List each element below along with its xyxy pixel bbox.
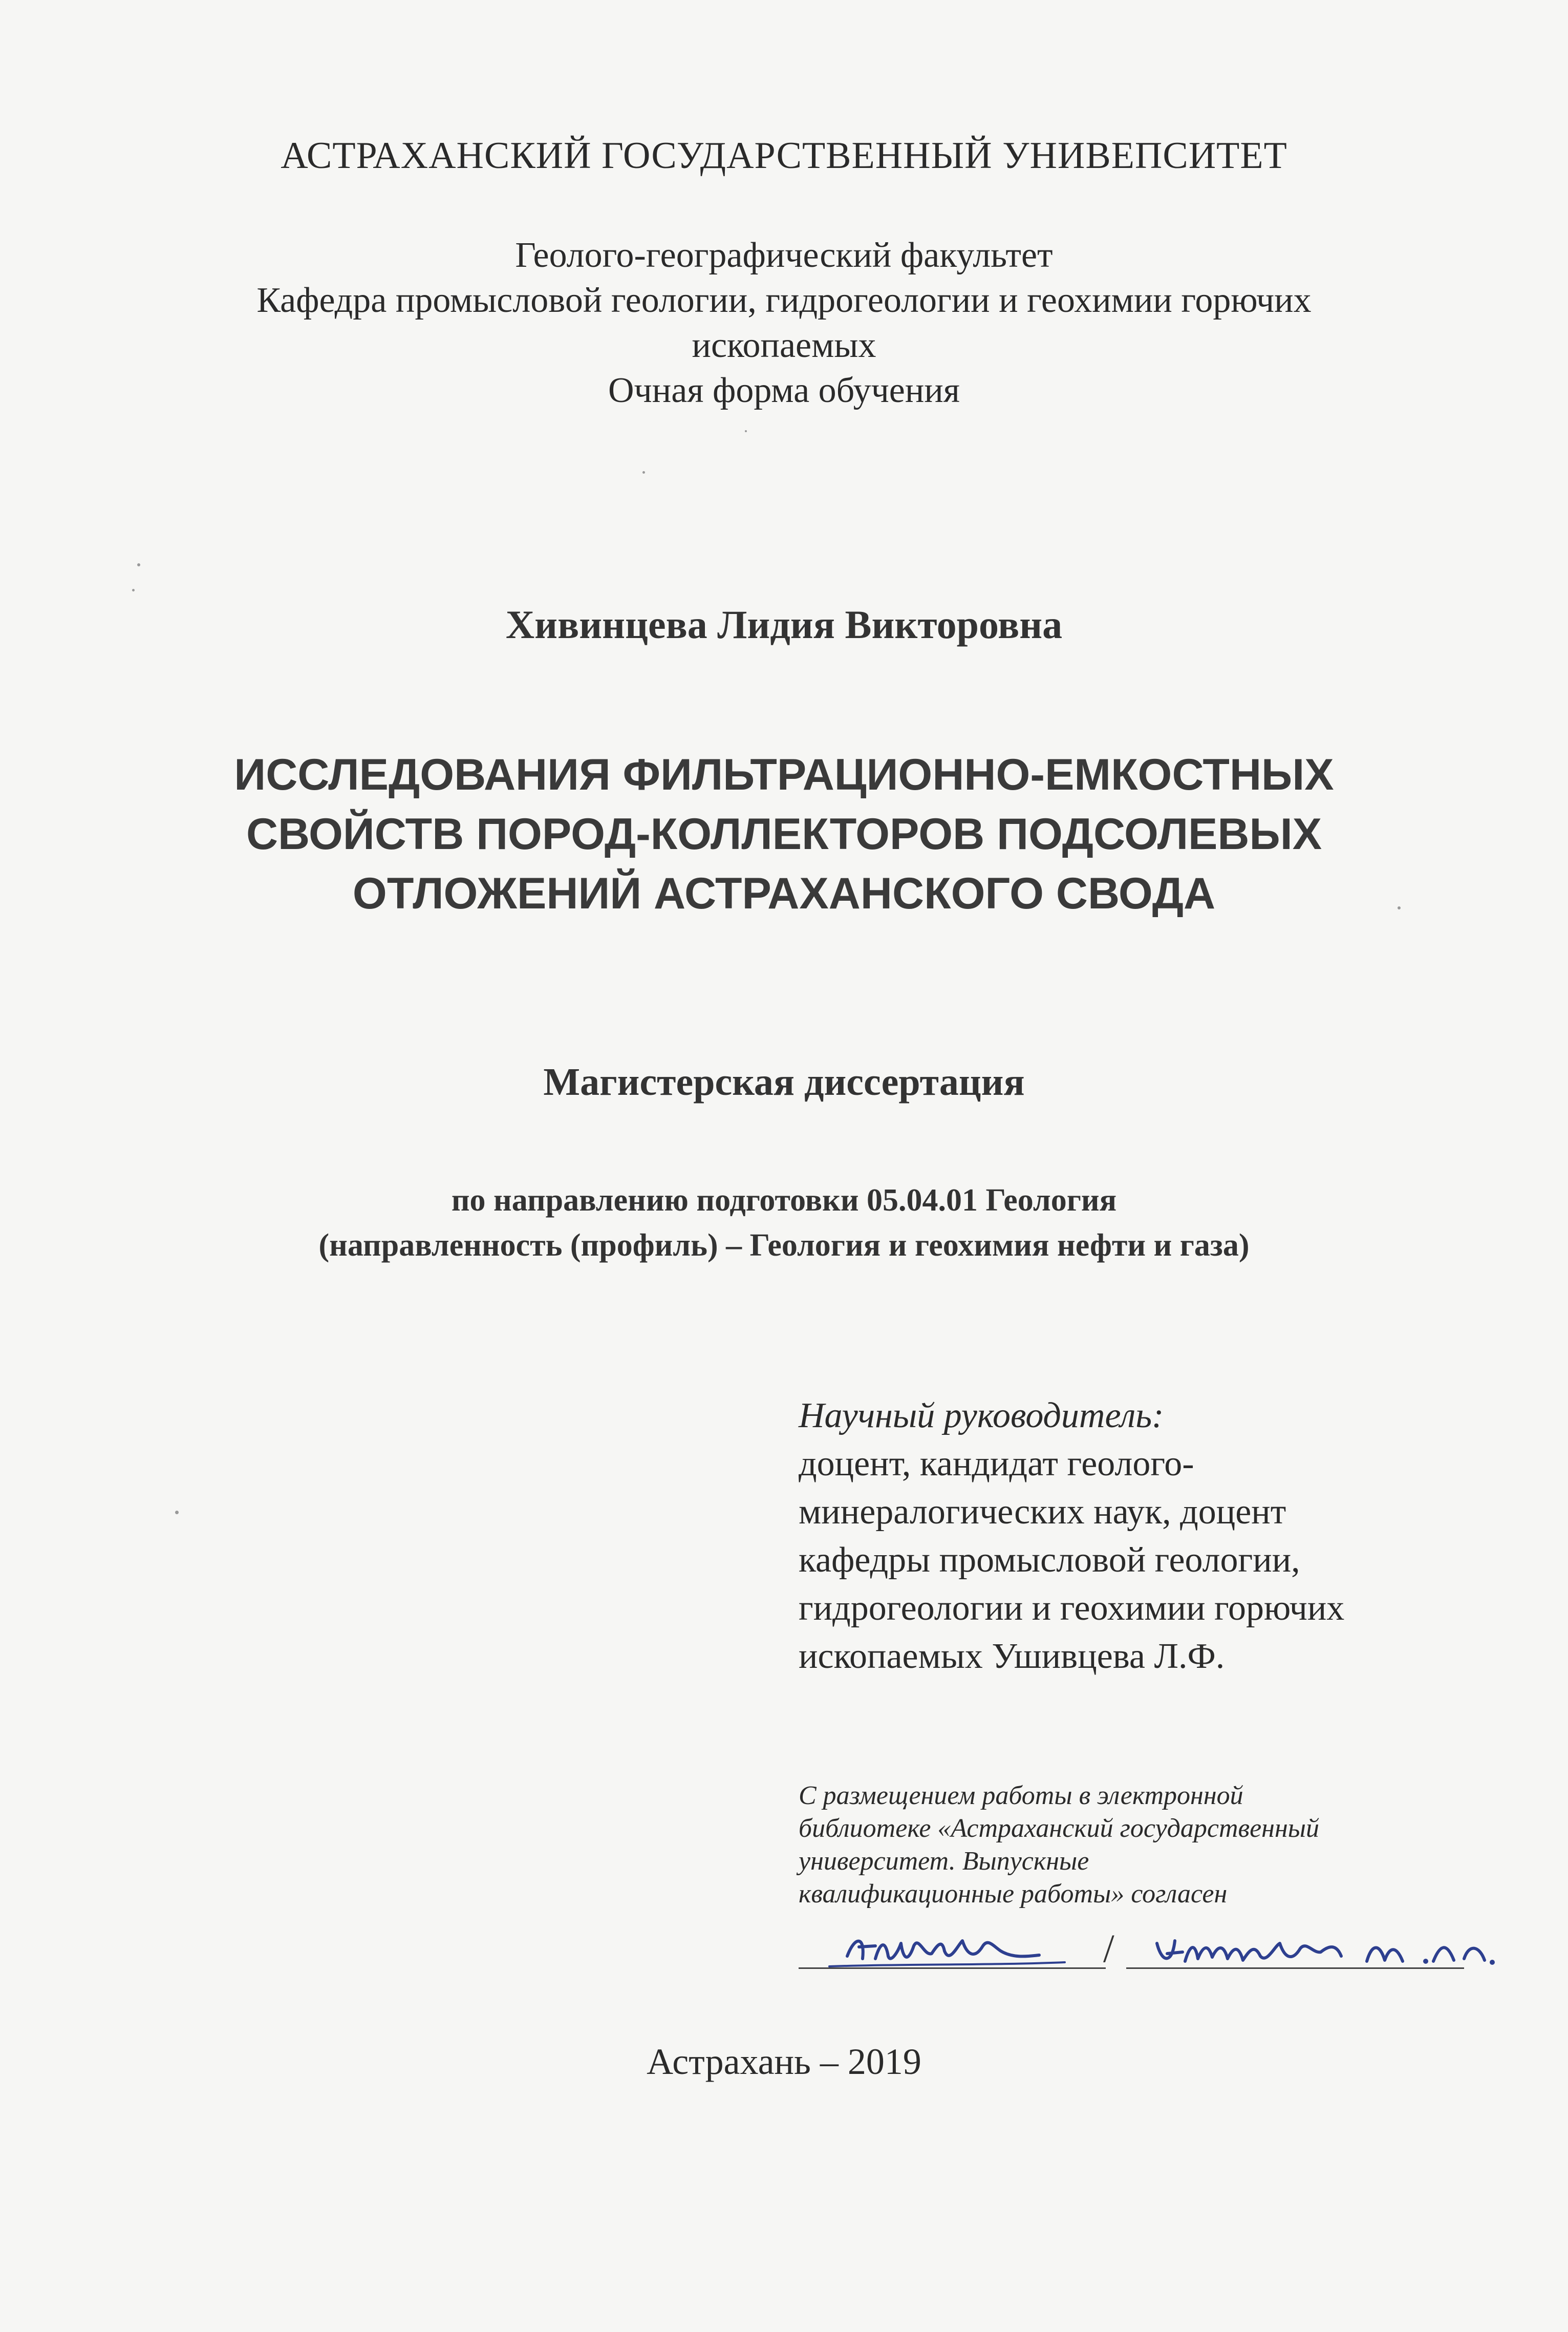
scan-speck: [1398, 906, 1401, 909]
scan-speck: [642, 471, 645, 474]
handwritten-name: [1126, 1915, 1536, 1982]
scan-speck: [745, 430, 747, 432]
consent-line1: С размещением работы в электронной: [799, 1781, 1243, 1810]
supervisor-line1: доцент, кандидат геолого-: [799, 1444, 1194, 1483]
university-name: АСТРАХАНСКИЙ ГОСУДАРСТВЕННЫЙ УНИВЕПСИТЕТ: [281, 135, 1287, 177]
scan-speck: [175, 1511, 179, 1514]
consent-block: [799, 1779, 1319, 1911]
thesis-title: [0, 745, 1568, 923]
faculty-name: Геолого-географический факультет: [515, 236, 1053, 275]
consent-line4: квалификационные работы» согласен: [799, 1879, 1228, 1909]
signature-separator: /: [1103, 1926, 1114, 1970]
study-direction-line2: (направленность (профиль) – Геология и геохимия нефти и газа): [318, 1228, 1250, 1263]
study-direction-line1: по направлению подготовки 05.04.01 Геология: [451, 1183, 1117, 1218]
author-name: Хивинцева Лидия Викторовна: [505, 602, 1063, 647]
department-name-line1: Кафедра промысловой геологии, гидрогеологии и геохимии горючих: [256, 281, 1312, 320]
study-direction: [0, 1178, 1568, 1268]
study-form: Очная форма обучения: [608, 371, 960, 410]
supervisor-line5: ископаемых Ушивцева Л.Ф.: [799, 1637, 1225, 1676]
handwritten-signature: [799, 1915, 1106, 1982]
thesis-title-line1: ИССЛЕДОВАНИЯ ФИЛЬТРАЦИОННО-ЕМКОСТНЫХ: [234, 750, 1334, 799]
signature-area: [799, 1915, 1536, 1982]
department-name-line2: ископаемых: [692, 326, 876, 365]
thesis-title-line3: ОТЛОЖЕНИЙ АСТРАХАНСКОГО СВОДА: [352, 869, 1216, 918]
supervisor-line3: кафедры промысловой геологии,: [799, 1540, 1300, 1580]
city-year: Астрахань – 2019: [647, 2041, 921, 2082]
work-type: Магистерская диссертация: [543, 1061, 1025, 1104]
scan-speck: [132, 589, 135, 591]
consent-line3: университет. Выпускные: [799, 1847, 1089, 1876]
faculty-block: [0, 233, 1568, 413]
scan-speck: [137, 563, 140, 566]
supervisor-block: [799, 1392, 1344, 1681]
supervisor-line4: гидрогеологии и геохимии горючих: [799, 1588, 1345, 1628]
supervisor-label: Научный руководитель:: [799, 1396, 1164, 1435]
consent-line2: библиотеке «Астраханский государственный: [799, 1814, 1319, 1843]
supervisor-line2: минералогических наук, доцент: [799, 1492, 1286, 1532]
thesis-title-line2: СВОЙСТВ ПОРОД-КОЛЛЕКТОРОВ ПОДСОЛЕВЫХ: [246, 810, 1322, 859]
